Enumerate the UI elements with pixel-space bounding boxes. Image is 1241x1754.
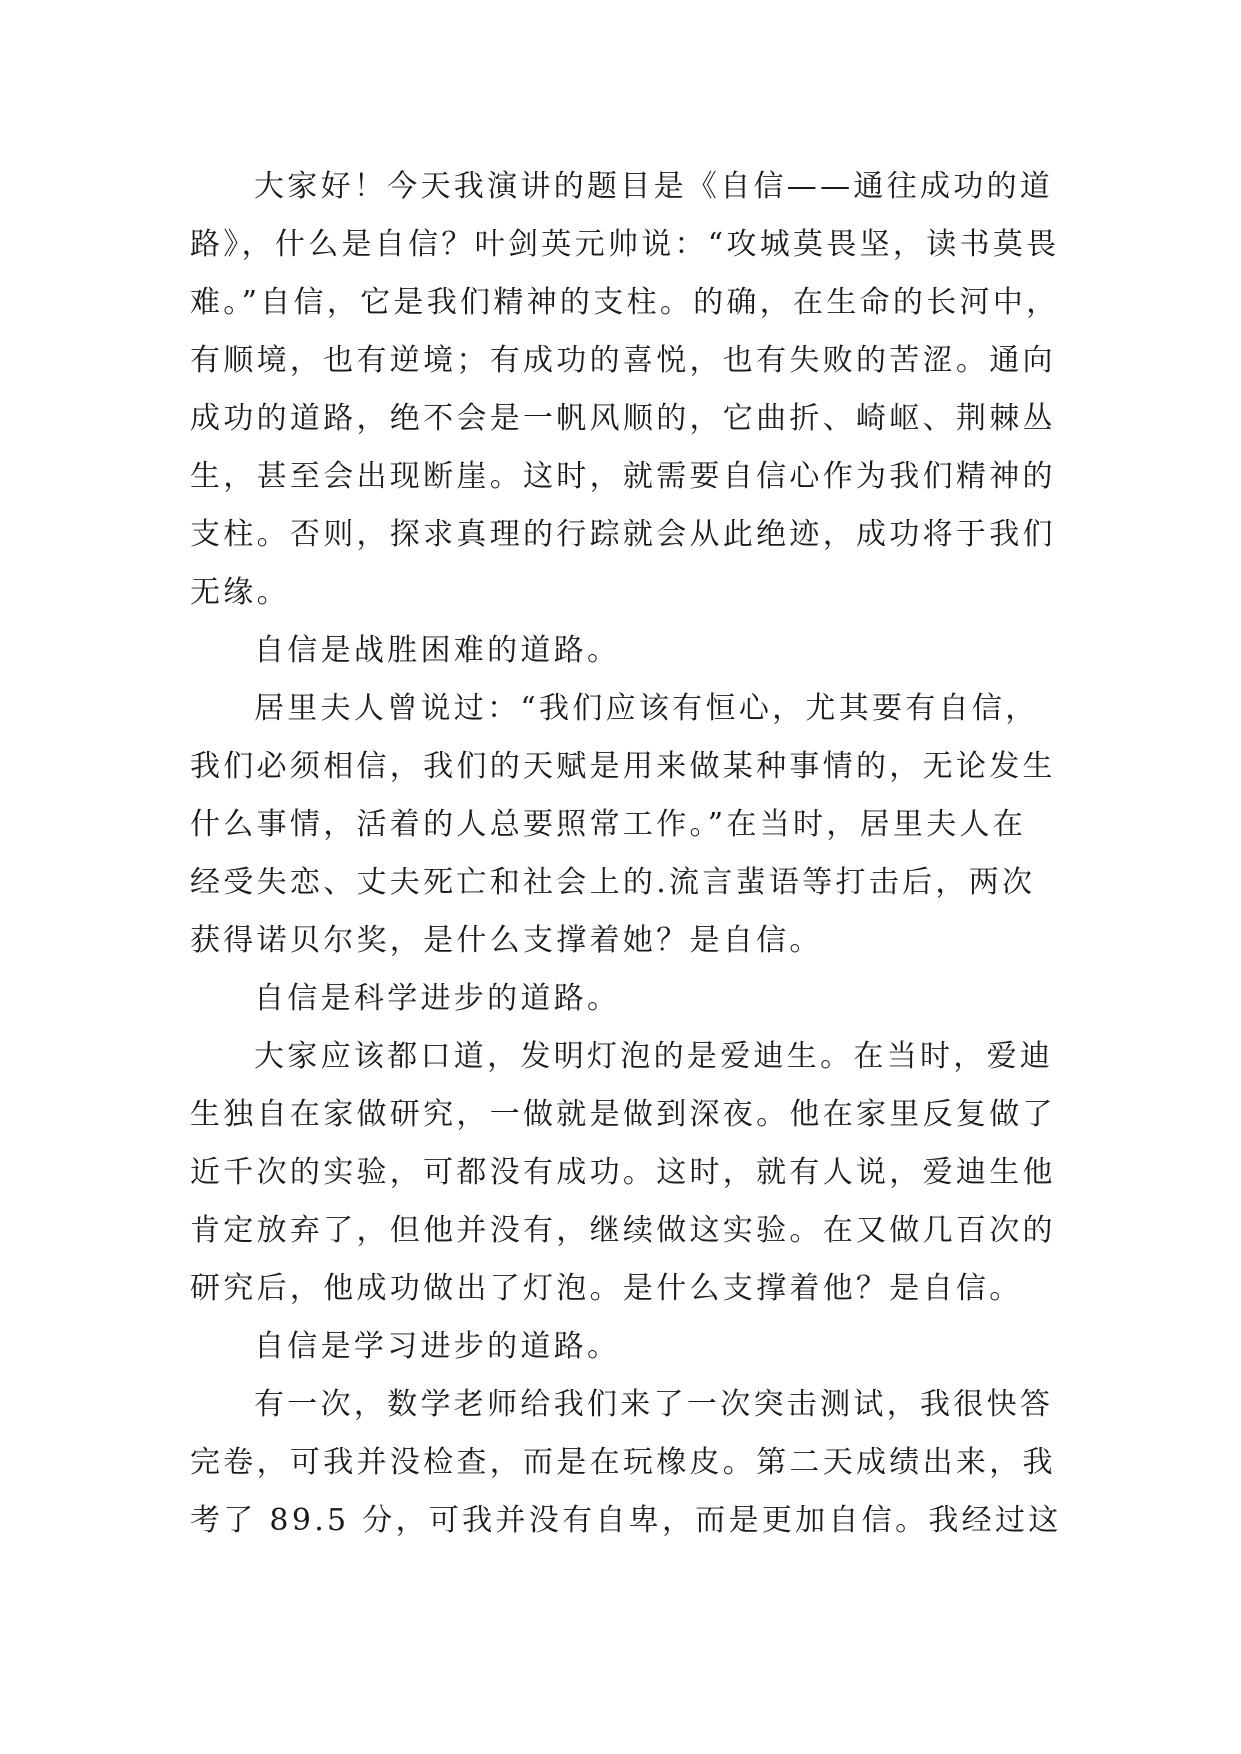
section-heading-1: 自信是战胜困难的道路。 [254, 633, 621, 668]
paragraph-1-line-1: 大家好！今天我演讲的题目是《自信——通往成功的道 [254, 169, 1054, 204]
paragraph-2-line-2: 我们必须相信，我们的天赋是用来做某种事情的，无论发生 [190, 749, 1056, 784]
paragraph-1-line-2: 路》，什么是自信？叶剑英元帅说：“攻城莫畏坚，读书莫畏 [190, 227, 1060, 262]
paragraph-1-line-4: 有顺境，也有逆境；有成功的喜悦，也有失败的苦涩。通向 [190, 343, 1056, 378]
paragraph-1-line-8: 无缘。 [190, 575, 290, 610]
paragraph-1-line-5: 成功的道路，绝不会是一帆风顺的，它曲折、崎岖、荆棘丛 [190, 401, 1056, 436]
section-heading-2: 自信是科学进步的道路。 [254, 981, 621, 1016]
paragraph-2-line-1: 居里夫人曾说过：“我们应该有恒心，尤其要有自信， [254, 691, 1039, 726]
paragraph-4-line-1: 有一次，数学老师给我们来了一次突击测试，我很快答 [254, 1387, 1054, 1422]
speech-text [190, 158, 1070, 1550]
paragraph-2-line-3: 什么事情，活着的人总要照常工作。”在当时，居里夫人在 [190, 807, 1027, 842]
paragraph-1-line-3: 难。”自信，它是我们精神的支柱。的确，在生命的长河中， [190, 285, 1060, 320]
paragraph-1-line-7: 支柱。否则，探求真理的行踪就会从此绝迹，成功将于我们 [190, 517, 1056, 552]
paragraph-4-line-2: 完卷，可我并没检查，而是在玩橡皮。第二天成绩出来，我 [190, 1445, 1056, 1480]
paragraph-4-line-3: 考了 89.5 分，可我并没有自卑，而是更加自信。我经过这 [190, 1503, 1062, 1538]
section-heading-3: 自信是学习进步的道路。 [254, 1329, 621, 1364]
paragraph-3-line-4: 肯定放弃了，但他并没有，继续做这实验。在又做几百次的 [190, 1213, 1056, 1248]
paragraph-3-line-5: 研究后，他成功做出了灯泡。是什么支撑着他？是自信。 [190, 1271, 1023, 1306]
paragraph-2-line-5: 获得诺贝尔奖，是什么支撑着她？是自信。 [190, 923, 823, 958]
paragraph-3-line-3: 近千次的实验，可都没有成功。这时，就有人说，爱迪生他 [190, 1155, 1056, 1190]
paragraph-2-line-4: 经受失恋、丈夫死亡和社会上的.流言蜚语等打击后，两次 [190, 865, 1036, 900]
paragraph-3-line-2: 生独自在家做研究，一做就是做到深夜。他在家里反复做了 [190, 1097, 1056, 1132]
paragraph-1-line-6: 生，甚至会出现断崖。这时，就需要自信心作为我们精神的 [190, 459, 1056, 494]
paragraph-3-line-1: 大家应该都口道，发明灯泡的是爱迪生。在当时，爱迪 [254, 1039, 1054, 1074]
